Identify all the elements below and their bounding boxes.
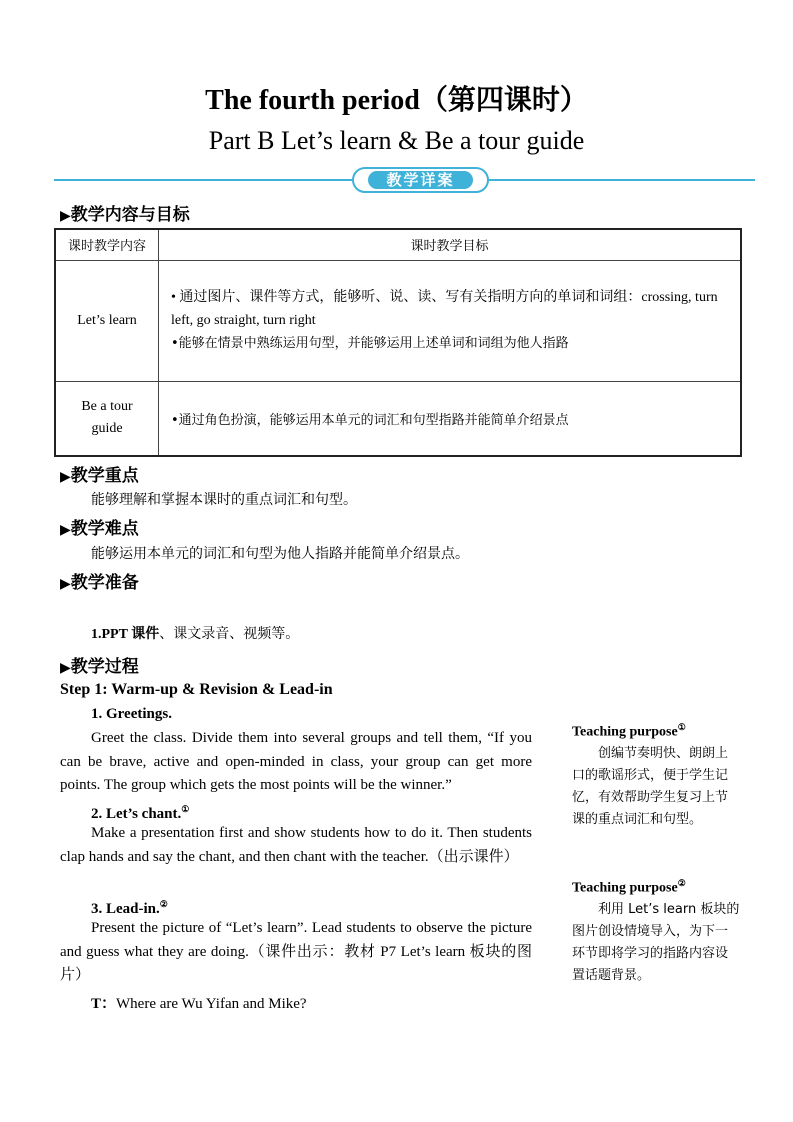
section-content-goals: ▶教学内容与目标: [60, 205, 190, 225]
side-note-title: Teaching purpose②: [572, 878, 686, 896]
footnote-mark: ②: [677, 878, 686, 888]
section-process: ▶教学过程: [60, 657, 139, 677]
triangle-icon: ▶: [60, 660, 71, 676]
triangle-icon: ▶: [60, 208, 71, 224]
table-cell-goals: [159, 260, 742, 381]
banner-divider-left: [54, 179, 354, 181]
goal-item: •通过角色扮演，能够运用本单元的词汇和句型指路并能简单介绍景点: [171, 412, 569, 428]
preparation-text: 1.PPT 课件、课文录音、视频等。: [91, 626, 300, 642]
table-header-cell: 课时教学内容: [55, 229, 159, 260]
key-points-text: 能够理解和掌握本课时的重点词汇和句型。: [91, 492, 357, 508]
table-cell-content: Be a tour guide: [55, 381, 159, 456]
banner-divider-right: [487, 179, 755, 181]
side-note: [572, 878, 740, 987]
chant-text: Make a presentation first and show students how to do it. Then students clap hands and say the chant, and then chant with the teacher.（出示课件）: [60, 825, 532, 865]
difficulties-text: 能够运用本单元的词汇和句型为他人指路并能简单介绍景点。: [91, 546, 469, 562]
section-key-points: ▶教学重点: [60, 466, 139, 486]
step1-title: Step 1: Warm-up & Revision & Lead-in: [60, 681, 333, 698]
side-note: [572, 722, 740, 831]
section-preparation: ▶教学准备: [60, 573, 139, 593]
chant-title: 2. Let’s chant.①: [91, 804, 190, 822]
triangle-icon: ▶: [60, 469, 71, 485]
greetings-title: 1. Greetings.: [91, 706, 172, 722]
table-cell-content: Let’s learn: [55, 260, 159, 381]
table-row: [55, 381, 741, 456]
greetings-text: Greet the class. Divide them into several groups and tell them, “If you can be brave, active and open-minded in class, your group can get more points. The group which gets the most points will be the winner.”: [60, 730, 532, 793]
table-cell-goals: [159, 381, 742, 456]
table-header-cell: 课时教学目标: [159, 229, 742, 260]
page-subtitle: Part B Let’s learn & Be a tour guide: [208, 126, 585, 155]
footnote-mark: ②: [159, 899, 168, 909]
leadin-text: Present the picture of “Let’s learn”. Lead students to observe the picture and guess what they are doing.（课件出示：教材 P7 Let’s learn 板块的图片）: [60, 920, 532, 983]
footnote-mark: ①: [677, 722, 686, 732]
dialog-line: T：Where are Wu Yifan and Mike?: [91, 996, 307, 1012]
side-note-text: 创编节奏明快、朗朗上口的歌谣形式，便于学生记忆，有效帮助学生复习上节课的重点词汇和句型。: [572, 745, 729, 827]
goals-table: [54, 228, 742, 457]
goal-item: •能够在情景中熟练运用句型，并能够运用上述单词和词组为他人指路: [171, 336, 569, 351]
goal-item: • 通过图片、课件等方式，能够听、说、读、写有关指明方向的单词和词组：crossing, turn left, go straight, turn right: [171, 290, 718, 328]
section-difficulties: ▶教学难点: [60, 519, 139, 539]
table-header-row: [55, 229, 741, 260]
triangle-icon: ▶: [60, 576, 71, 592]
banner-label: 教学详案: [368, 171, 473, 189]
footnote-mark: ①: [181, 804, 190, 814]
side-note-text: 利用 Let’s learn 板块的图片创设情境导入，为下一环节即将学习的指路内容设置话题背景。: [572, 901, 740, 983]
triangle-icon: ▶: [60, 522, 71, 538]
side-note-title: Teaching purpose①: [572, 722, 686, 740]
section-banner: [352, 167, 489, 193]
leadin-title: 3. Lead-in.②: [91, 899, 168, 917]
page-title: The fourth period（第四课时）: [205, 85, 588, 116]
table-row: [55, 260, 741, 381]
